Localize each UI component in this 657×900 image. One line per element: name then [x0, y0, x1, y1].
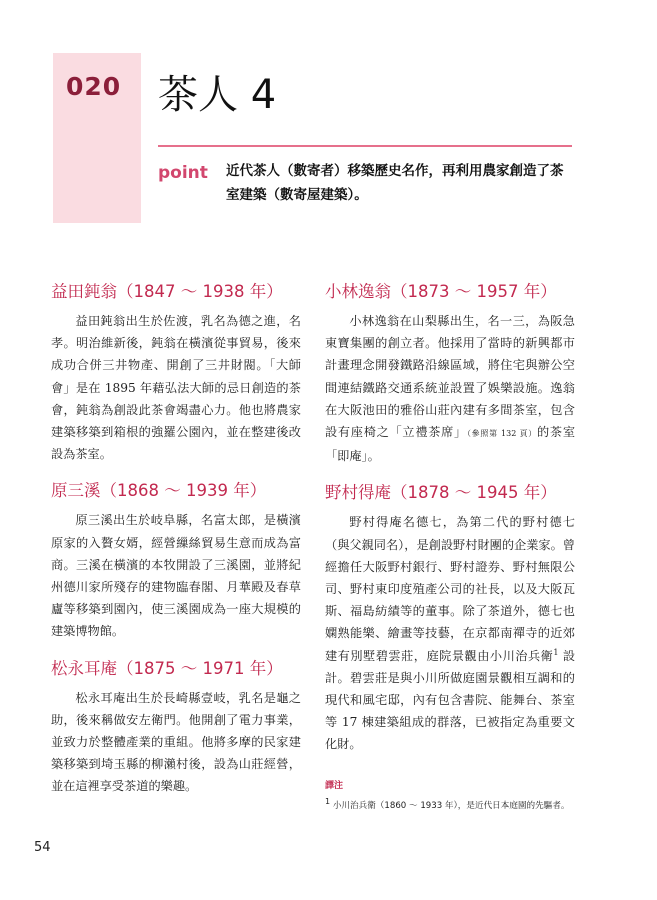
footnote — [325, 799, 585, 811]
page-reference: （參照第 132 頁） — [466, 429, 538, 439]
entry-heading: 原三溪（1868 ～ 1939 年） — [51, 481, 267, 501]
entry-nomura-tokuan — [325, 479, 575, 755]
point-label: point — [158, 163, 208, 183]
point-summary: 近代茶人（數寄者）移築歷史名作，再利用農家創造了茶室建築（數寄屋建築）。 — [226, 163, 564, 203]
footnote-text: 小川治兵衛（1860 ～ 1933 年），是近代日本庭園的先驅者。 — [330, 801, 570, 811]
footnote-number: 1 — [325, 797, 331, 807]
notes-label: 譯注 — [325, 781, 344, 791]
entry-heading: 野村得庵（1878 ～ 1945 年） — [325, 483, 557, 503]
entry-kobayashi-itsuo — [325, 278, 575, 467]
entry-body-text: 野村得庵名德七，為第二代的野村德七（與父親同名），是創設野村財團的企業家。曾經擔任大阪野村銀行、野村證券、野村無限公司、野村東印度殖產公司的社長，以及大阪瓦斯、福島紡績等的董事。除了茶道外，德七也嫻熟能樂、繪畫等技藝，在京都南禪寺的近郊建有別墅碧雲莊，庭院景觀由小川治兵衛 — [325, 515, 575, 663]
right-column — [325, 278, 575, 768]
entry-body-text: 小林逸翁在山梨縣出生，名一三，為阪急東寶集團的創立者。他採用了當時的新興都市計畫理念開發鐵路沿線區域，將住宅與辦公空間連結鐵路交通系統並設置了娛樂設施。逸翁在大阪池田的雅俗山莊內建有多間茶室，包含設有座椅之「立禮茶席」 — [325, 314, 575, 440]
entry-heading: 松永耳庵（1875 ～ 1971 年） — [51, 658, 283, 678]
entry-body — [325, 310, 575, 467]
entry-body-text: 設計。碧雲莊是與小川所做庭園景觀相互調和的現代和風宅邸，內有包含書院、能舞台、茶室等 17 棟建築組成的群落，已被指定為重要文化財。 — [325, 648, 576, 752]
entry-masuda-donno — [51, 278, 301, 465]
chapter-title: 茶人 4 — [158, 72, 277, 118]
entry-heading: 益田鈍翁（1847 ～ 1938 年） — [51, 282, 283, 301]
left-column — [51, 278, 301, 810]
entry-matsunaga-jian — [51, 655, 301, 798]
entry-body: 原三溪出生於岐阜縣，名富太郎，是橫濱原家的入贅女婿，經營繅絲貿易生意而成為富商。三溪在橫濱的本牧開設了三溪園，並將紀州德川家所殘存的建物臨春閣、月華殿及春草廬等移築到園內，使三溪園成為一座大規模的建築博物館。 — [51, 513, 301, 639]
entry-hara-sankei — [51, 477, 301, 642]
page-number: 54 — [34, 840, 51, 855]
entry-body-text: 的茶室「即庵」。 — [325, 425, 576, 464]
entry-body: 松永耳庵出生於長崎縣壹岐，乳名是龜之助，後來稱做安左衛門。他開創了電力事業，並致力於整體產業的重組。他將多摩的民家建築移築到埼玉縣的柳瀨村後，設為山莊經營，並在這裡享受茶道的樂趣。 — [51, 690, 301, 794]
title-divider — [158, 145, 572, 147]
entry-heading: 小林逸翁（1873 ～ 1957 年） — [325, 282, 557, 301]
footnote-marker: 1 — [553, 647, 559, 657]
chapter-number: 020 — [66, 72, 122, 101]
entry-body — [325, 511, 575, 755]
entry-body: 益田鈍翁出生於佐渡，乳名為德之進，名孝。明治維新後，鈍翁在橫濱從事貿易，後來成功合併三井物產、開創了三井財閥。「大師會」是在 1895 年藉弘法大師的忌日創造的茶會，鈍翁為創設此茶會竭盡心力。他也將農家建築移築到箱根的強羅公園內，並在整建後改設為茶室。 — [51, 314, 301, 462]
translator-notes — [325, 778, 585, 811]
